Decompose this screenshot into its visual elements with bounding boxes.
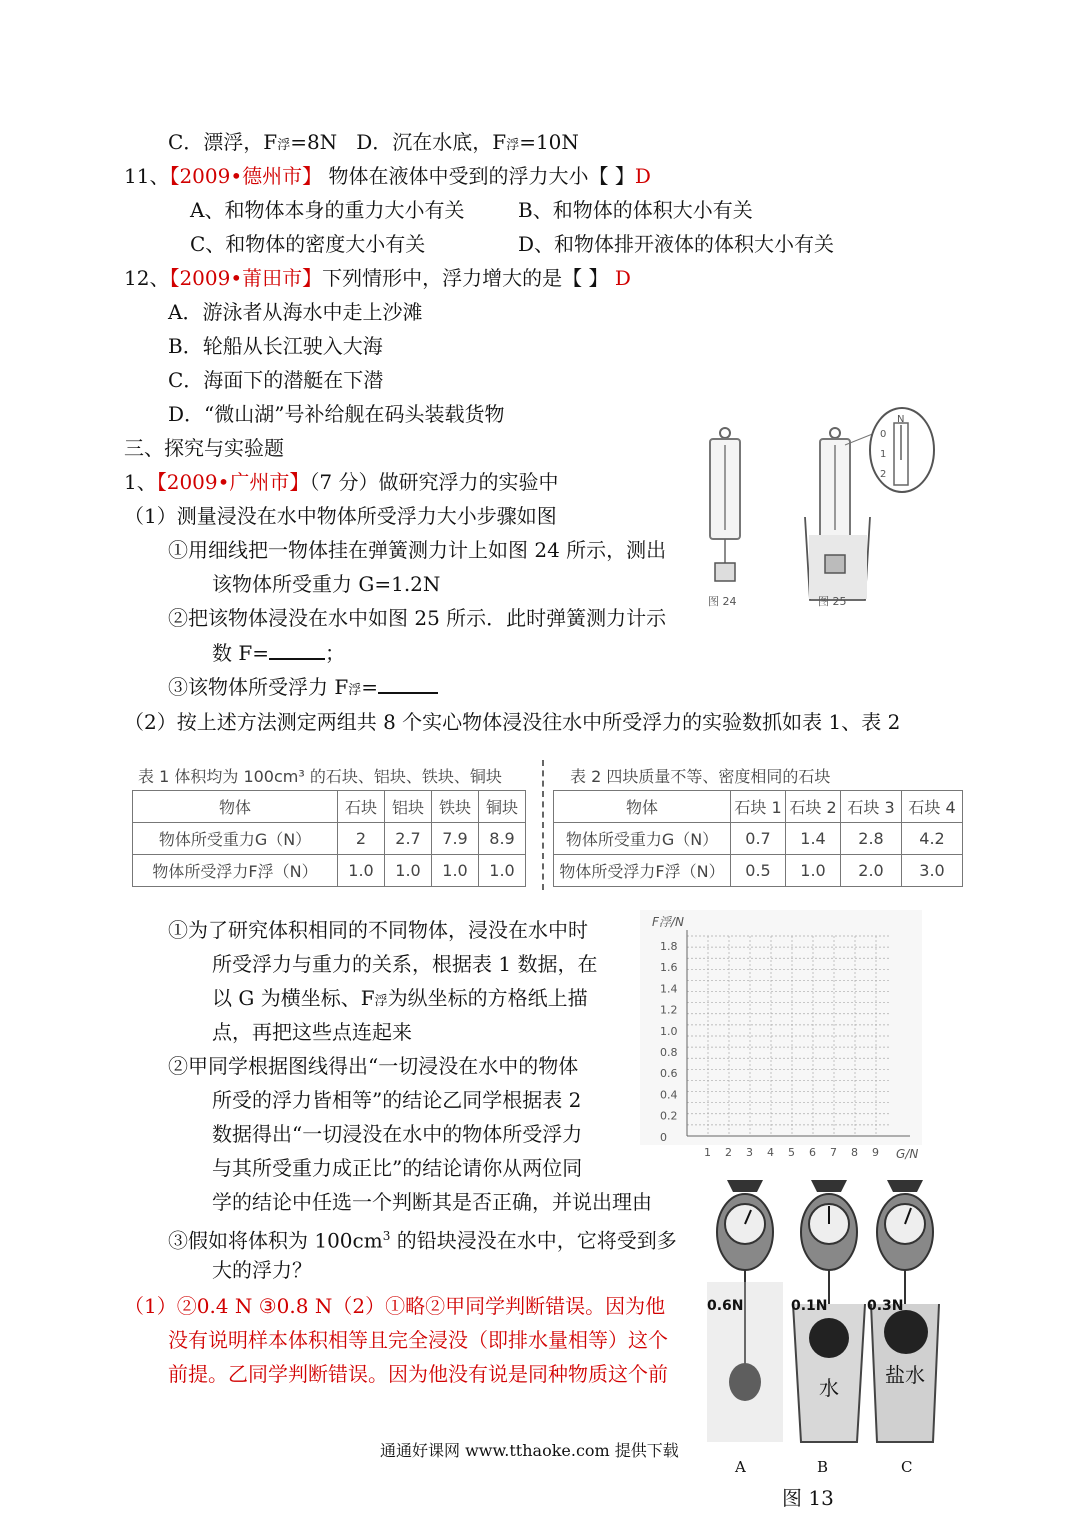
table1: [132, 790, 526, 887]
y-tick-label: 0.6: [660, 1067, 678, 1081]
table-row: 物体所受浮力F浮（N） 0.5 1.0 2.0 3.0: [554, 855, 963, 887]
answer-blank[interactable]: [269, 638, 325, 660]
answer-blank[interactable]: [378, 672, 438, 694]
answer-line-3: 前提。乙同学判断错误。因为他没有说是同种物质这个前: [168, 1362, 668, 1386]
option-c: C．漂浮，F: [168, 130, 278, 154]
section-heading: 三、探究与实验题: [124, 436, 284, 460]
y-tick-label: 1.4: [660, 982, 678, 996]
table-divider: [542, 760, 544, 890]
y-tick-label: 0.2: [660, 1109, 678, 1123]
reading-b: 0.1N: [791, 1298, 828, 1314]
label-a: A: [735, 1458, 746, 1476]
e1-step2-cont: 数 F= ；: [212, 638, 345, 667]
dial-unit: N: [897, 414, 905, 425]
fig24-label: 图 24: [708, 595, 737, 608]
source-tag: 【2009•德州市】: [169, 164, 323, 188]
table-row: 物体所受重力G（N） 0.7 1.4 2.8 4.2: [554, 823, 963, 855]
q10-options: C．漂浮，F浮=8N D．沉在水底，F浮=10N: [168, 130, 579, 154]
e1-part1: （1）测量浸没在水中物体所受浮力大小步骤如图: [124, 504, 557, 528]
fig25-label: 图 25: [818, 595, 847, 608]
table2: [553, 790, 963, 887]
e1-part2: （2）按上述方法测定两组共 8 个实心物体浸没往水中所受浮力的实验数抓如表 1、表 2: [124, 710, 901, 734]
y-tick-label: 1.0: [660, 1024, 678, 1038]
e1-step3: ③该物体所受浮力 F浮=: [168, 672, 438, 705]
salt-water-label: 盐水: [885, 1363, 925, 1387]
figure-13: [705, 1172, 945, 1482]
grid-paper: [640, 910, 922, 1160]
q11-stem: 11、【2009•德州市】 物体在液体中受到的浮力大小【 】D: [124, 164, 651, 188]
x-tick-label: 3: [746, 1146, 753, 1159]
e1-q2: ②甲同学根据图线得出“一切浸没在水中的物体: [168, 1054, 579, 1078]
e1-step2: ②把该物体浸没在水中如图 25 所示．此时弹簧测力计示: [168, 606, 667, 630]
q11-option-c: C、和物体的密度大小有关: [190, 232, 426, 256]
y-tick-label: 1.8: [660, 940, 678, 953]
y-tick-label: 0.4: [660, 1088, 678, 1102]
dial-tick-1: 1: [880, 449, 887, 460]
x-tick-label: 2: [725, 1146, 732, 1159]
x-tick-label: 9: [872, 1146, 879, 1159]
x-tick-label: 1: [704, 1146, 711, 1159]
answer: D: [634, 164, 651, 188]
y-axis-label: F浮/N: [652, 915, 684, 929]
q12-stem: 12、【2009•莆田市】下列情形中，浮力增大的是【 】 D: [124, 266, 631, 290]
q12-option-a: A．游泳者从海水中走上沙滩: [168, 300, 423, 324]
q12-option-d: D．“微山湖”号补给舰在码头装载货物: [168, 402, 505, 426]
source-tag: 【2009•莆田市】: [169, 266, 323, 290]
reading-a: 0.6N: [707, 1298, 744, 1314]
table-row: 物体 石块 1 石块 2 石块 3 石块 4: [554, 791, 963, 823]
e1-q1-cont: 以 G 为横坐标、F浮为纵坐标的方格纸上描: [212, 986, 588, 1010]
x-tick-label: 4: [767, 1146, 774, 1159]
x-tick-label: 6: [809, 1146, 816, 1159]
answer-line-1: （1）②0.4 N ③0.8 N（2）①略②甲同学判断错误。因为他: [124, 1294, 666, 1318]
table1-caption: 表 1 体积均为 100cm³ 的石块、铝块、铁块、铜块: [138, 767, 502, 786]
e1-step1: ①用细线把一物体挂在弹簧测力计上如图 24 所示，测出: [168, 538, 667, 562]
e1-q3: ③假如将体积为 $100cm^3$ 的铅块浸没在水中，它将受到多: [168, 1228, 677, 1253]
dial-tick-0: 0: [880, 429, 887, 440]
spring-scale-fig24: [710, 428, 740, 581]
y-tick-label: 1.6: [660, 961, 678, 975]
figure-13-caption: 图 13: [782, 1486, 834, 1510]
label-b: B: [817, 1458, 829, 1476]
spring-scale-figures: [690, 405, 950, 615]
table-row: 物体 石块 铝块 铁块 铜块: [133, 791, 526, 823]
x-tick-label: 7: [830, 1146, 837, 1159]
source-tag: 【2009•广州市】: [156, 470, 310, 494]
y-tick-label: 1.2: [660, 1003, 678, 1017]
q11-option-b: B、和物体的体积大小有关: [518, 198, 753, 222]
water-label: 水: [819, 1376, 839, 1400]
e1-q1: ①为了研究体积相同的不同物体，浸没在水中时: [168, 918, 588, 942]
q11-option-a: A、和物体本身的重力大小有关: [190, 198, 465, 222]
answer: D: [614, 266, 631, 290]
q12-option-b: B．轮船从长江驶入大海: [168, 334, 383, 358]
answer-line-2: 没有说明样本体积相等且完全浸没（即排水量相等）这个: [168, 1328, 668, 1352]
table-row: 物体所受浮力F浮（N） 1.0 1.0 1.0 1.0: [133, 855, 526, 887]
reading-c: 0.3N: [867, 1298, 904, 1314]
page-footer: 通通好课网 www.tthaoke.com 提供下载: [380, 1441, 679, 1460]
option-d: D．沉在水底，F: [356, 130, 507, 154]
x-ticks: [704, 1146, 879, 1159]
y-tick-label: 0.8: [660, 1046, 678, 1059]
y-tick-label: 0: [660, 1130, 667, 1144]
label-c: C: [901, 1458, 913, 1476]
x-tick-label: 5: [788, 1146, 795, 1159]
spring-scale-fig25: [805, 408, 934, 600]
dial-tick-2: 2: [880, 469, 887, 480]
x-tick-label: 8: [851, 1146, 858, 1159]
e1-step1-cont: 该物体所受重力 G=1.2N: [212, 572, 441, 596]
x-axis-label: G/N: [896, 1147, 919, 1160]
table2-caption: 表 2 四块质量不等、密度相同的石块: [570, 767, 831, 786]
table-row: 物体所受重力G（N） 2 2.7 7.9 8.9: [133, 823, 526, 855]
q11-option-d: D、和物体排开液体的体积大小有关: [518, 232, 835, 256]
e1-stem: 1、【2009•广州市】（7 分）做研究浮力的实验中: [124, 470, 559, 494]
q12-option-c: C．海面下的潜艇在下潜: [168, 368, 384, 392]
